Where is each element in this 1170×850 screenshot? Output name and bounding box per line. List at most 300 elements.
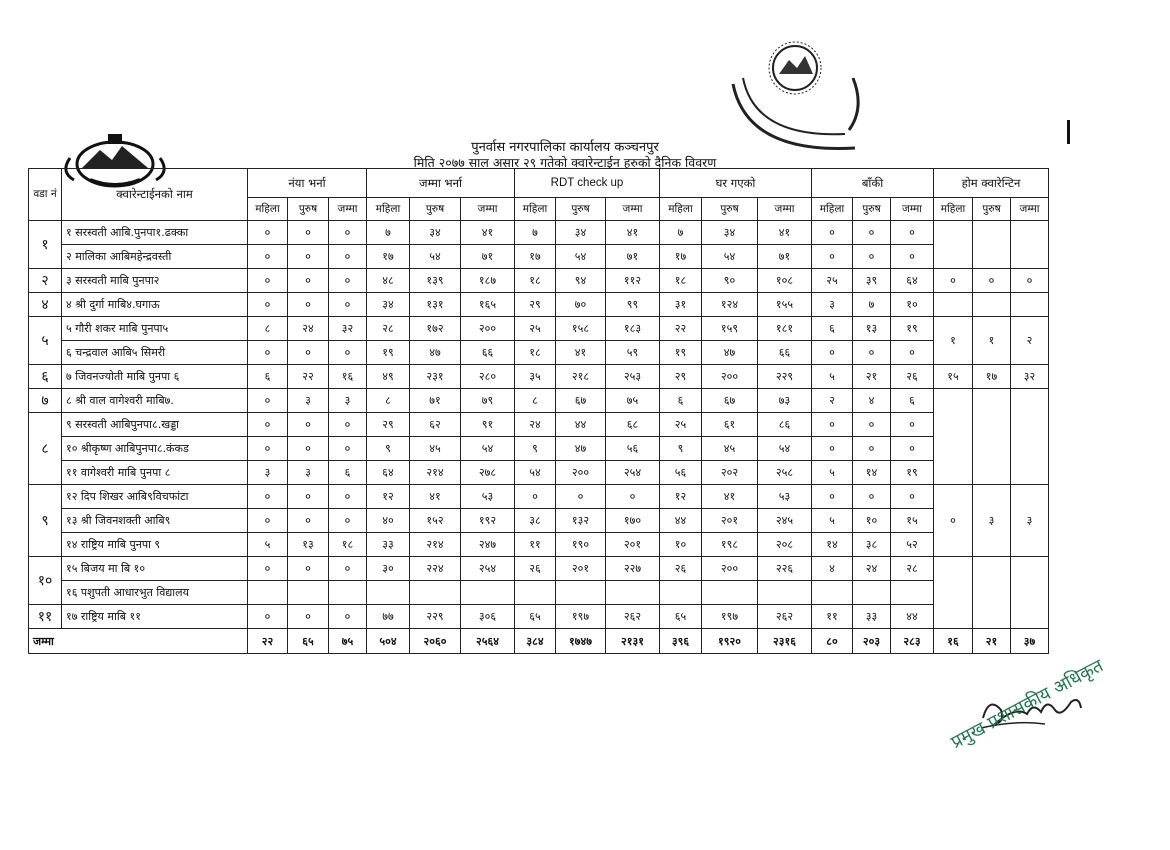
sub-header: महिला — [248, 198, 288, 221]
home-quarantine-cell: १७ — [973, 365, 1011, 389]
cell-value: ९ — [660, 437, 702, 461]
cell-value: २०८ — [758, 533, 812, 557]
cell-value: १३२ — [556, 509, 606, 533]
cell-value: १२४ — [702, 293, 758, 317]
ward-number: ९ — [29, 485, 62, 557]
cell-value: २९ — [367, 413, 410, 437]
home-quarantine-cell — [973, 389, 1011, 485]
cell-value: ५९ — [606, 341, 660, 365]
cell-value: २९ — [660, 365, 702, 389]
total-home-value: २१ — [973, 629, 1011, 654]
cell-value: ४४ — [556, 413, 606, 437]
total-value: ६५ — [288, 629, 329, 654]
home-quarantine-cell: २ — [1011, 317, 1049, 365]
sub-header: पुरुष — [702, 198, 758, 221]
cell-value: २२४ — [410, 557, 461, 581]
cell-value: ६ — [891, 389, 934, 413]
cell-value: २६२ — [758, 605, 812, 629]
cell-value: ३ — [329, 389, 367, 413]
cell-value: ५६ — [660, 461, 702, 485]
total-home-value: ३७ — [1011, 629, 1049, 654]
cell-value: ९ — [367, 437, 410, 461]
table-row — [29, 365, 1049, 389]
sub-header: पुरुष — [288, 198, 329, 221]
cell-value: २६ — [515, 557, 556, 581]
cell-value: ० — [891, 413, 934, 437]
cell-value: १८ — [515, 341, 556, 365]
home-quarantine-cell: ० — [973, 269, 1011, 293]
sub-header: जम्मा — [461, 198, 515, 221]
cell-value: ४४ — [891, 605, 934, 629]
cell-value: १९ — [660, 341, 702, 365]
cell-value: २५ — [812, 269, 853, 293]
cell-value: १७ — [367, 245, 410, 269]
cell-value: ४५ — [702, 437, 758, 461]
home-quarantine-cell: ३ — [1011, 485, 1049, 557]
cell-value: ४७ — [702, 341, 758, 365]
cell-value: ९० — [702, 269, 758, 293]
cell-value — [853, 581, 891, 605]
cell-value: ५ — [812, 461, 853, 485]
cell-value: ९ — [515, 437, 556, 461]
cell-value: १२ — [660, 485, 702, 509]
sub-header: पुरुष — [556, 198, 606, 221]
total-value: २२ — [248, 629, 288, 654]
cell-value: २५४ — [461, 557, 515, 581]
cell-value: ६ — [329, 461, 367, 485]
group-header-total-admitted: जम्मा भर्ना — [367, 169, 515, 198]
cell-value: ० — [329, 245, 367, 269]
cell-value: ० — [288, 269, 329, 293]
cell-value: ७० — [556, 293, 606, 317]
cell-value: २४५ — [758, 509, 812, 533]
quarantine-name: ४ श्री दुर्गा माबि४.घगाऊ — [62, 293, 248, 317]
cell-value: ० — [329, 485, 367, 509]
cell-value: ० — [606, 485, 660, 509]
total-value: ३८४ — [515, 629, 556, 654]
cell-value: ३३ — [853, 605, 891, 629]
cell-value: ० — [853, 413, 891, 437]
quarantine-name: ३ सरस्वती माबि पुनपा२ — [62, 269, 248, 293]
table-row — [29, 389, 1049, 413]
total-home-value: १६ — [934, 629, 973, 654]
cell-value: २२९ — [410, 605, 461, 629]
cell-value — [288, 581, 329, 605]
cell-value: ३८ — [515, 509, 556, 533]
table-row — [29, 437, 1049, 461]
table-row — [29, 581, 1049, 605]
cell-value: २ — [812, 389, 853, 413]
cell-value: १५ — [891, 509, 934, 533]
cell-value: ५ — [812, 365, 853, 389]
cell-value: १३९ — [410, 269, 461, 293]
quarantine-name: १५ बिजय मा बि १० — [62, 557, 248, 581]
total-value: ५०४ — [367, 629, 410, 654]
ward-number: ४ — [29, 293, 62, 317]
table-row — [29, 413, 1049, 437]
table-row — [29, 557, 1049, 581]
home-quarantine-cell: १५ — [934, 365, 973, 389]
cell-value: ० — [248, 605, 288, 629]
cell-value: ० — [891, 485, 934, 509]
cell-value — [515, 581, 556, 605]
cell-value: ० — [329, 413, 367, 437]
cell-value: ४४ — [660, 509, 702, 533]
cell-value: ० — [288, 557, 329, 581]
ward-number: ५ — [29, 317, 62, 365]
cell-value: ७१ — [758, 245, 812, 269]
quarantine-name: ५ गौरी शकर माबि पुनपा५ — [62, 317, 248, 341]
total-value: ८० — [812, 629, 853, 654]
cell-value: १४ — [812, 533, 853, 557]
total-row — [29, 629, 1049, 654]
cell-value: ९१ — [461, 413, 515, 437]
cell-value: २२ — [288, 365, 329, 389]
cell-value: ० — [515, 485, 556, 509]
cell-value: २५८ — [758, 461, 812, 485]
cell-value: ० — [248, 293, 288, 317]
cell-value: ० — [853, 221, 891, 245]
home-quarantine-cell: १ — [934, 317, 973, 365]
cell-value: २८ — [367, 317, 410, 341]
total-value: २३१६ — [758, 629, 812, 654]
cell-value: १८३ — [606, 317, 660, 341]
cell-value: १७२ — [410, 317, 461, 341]
cell-value: ० — [248, 245, 288, 269]
cell-value: ४८ — [367, 269, 410, 293]
cell-value: २६ — [660, 557, 702, 581]
cell-value: ४१ — [461, 221, 515, 245]
cell-value: ४ — [853, 389, 891, 413]
cell-value: १० — [853, 509, 891, 533]
cell-value: ० — [248, 341, 288, 365]
group-header-home-quarantine: होम क्वारेन्टिन — [934, 169, 1049, 198]
cell-value: २२७ — [606, 557, 660, 581]
home-quarantine-cell — [973, 557, 1011, 629]
cell-value: ० — [248, 437, 288, 461]
quarantine-name: ६ चन्द्रवाल आबि५ सिमरी — [62, 341, 248, 365]
cell-value: ० — [329, 605, 367, 629]
cell-value: ० — [248, 389, 288, 413]
office-title: पुनर्वास नगरपालिका कार्यालय कञ्चनपुर — [471, 140, 659, 155]
cell-value: २२६ — [758, 557, 812, 581]
cell-value: २०० — [702, 557, 758, 581]
cell-value: ० — [812, 245, 853, 269]
cell-value: ८ — [515, 389, 556, 413]
cell-value: ७१ — [461, 245, 515, 269]
cell-value: १० — [660, 533, 702, 557]
ward-number: १० — [29, 557, 62, 605]
home-quarantine-cell — [934, 557, 973, 629]
table-row — [29, 293, 1049, 317]
cell-value: ७ — [853, 293, 891, 317]
cell-value: २१८ — [556, 365, 606, 389]
table-row — [29, 485, 1049, 509]
total-value: २१३१ — [606, 629, 660, 654]
sub-header: जम्मा — [891, 198, 934, 221]
home-quarantine-cell: ० — [934, 485, 973, 557]
cell-value: ७७ — [367, 605, 410, 629]
table-row — [29, 245, 1049, 269]
cell-value: २०० — [702, 365, 758, 389]
cell-value: ० — [329, 557, 367, 581]
home-quarantine-cell — [1011, 389, 1049, 485]
quarantine-name: १३ श्री जिवनशक्ती आबि९ — [62, 509, 248, 533]
cell-value — [248, 581, 288, 605]
quarantine-name: १२ दिप शिखर आबि९विचफांटा — [62, 485, 248, 509]
cell-value: ० — [288, 485, 329, 509]
home-quarantine-cell — [1011, 293, 1049, 317]
sub-header: महिला — [660, 198, 702, 221]
sub-header: महिला — [934, 198, 973, 221]
cell-value: ० — [853, 437, 891, 461]
cell-value: ३४ — [556, 221, 606, 245]
cell-value: १५९ — [702, 317, 758, 341]
cell-value: ६४ — [891, 269, 934, 293]
total-value: २०३ — [853, 629, 891, 654]
cell-value: ९९ — [606, 293, 660, 317]
cell-value: ४ — [812, 557, 853, 581]
cell-value: २०२ — [702, 461, 758, 485]
cell-value: १३ — [853, 317, 891, 341]
cell-value: ७ — [660, 221, 702, 245]
cell-value: २२ — [660, 317, 702, 341]
quarantine-name: १६ पशुपती आधारभुत विद्यालय — [62, 581, 248, 605]
cell-value: ७ — [367, 221, 410, 245]
sub-header: महिला — [812, 198, 853, 221]
group-header-gone-home: घर गएको — [660, 169, 812, 198]
cell-value: ० — [288, 293, 329, 317]
table-row — [29, 341, 1049, 365]
cell-value: २९ — [515, 293, 556, 317]
table-row — [29, 221, 1049, 245]
cell-value — [702, 581, 758, 605]
cell-value: ० — [248, 509, 288, 533]
table-row — [29, 605, 1049, 629]
cell-value: २५३ — [606, 365, 660, 389]
home-quarantine-cell: ३ — [973, 485, 1011, 557]
cell-value: ५४ — [556, 245, 606, 269]
cell-value: ६ — [248, 365, 288, 389]
cell-value: १६ — [329, 365, 367, 389]
home-quarantine-cell: ० — [1011, 269, 1049, 293]
cell-value: ४१ — [758, 221, 812, 245]
cell-value: २५४ — [606, 461, 660, 485]
ward-header: वडा नं — [29, 169, 62, 221]
cell-value — [556, 581, 606, 605]
cell-value: ३३ — [367, 533, 410, 557]
cell-value: ६७ — [556, 389, 606, 413]
quarantine-name: १७ राष्ट्रिय माबि ११ — [62, 605, 248, 629]
cell-value: ३४ — [702, 221, 758, 245]
cell-value — [410, 581, 461, 605]
cell-value: ५६ — [606, 437, 660, 461]
sub-header: जम्मा — [606, 198, 660, 221]
cell-value: ० — [556, 485, 606, 509]
cell-value: १९ — [891, 461, 934, 485]
cell-value: २०१ — [606, 533, 660, 557]
cell-value: ६४ — [367, 461, 410, 485]
margin-mark — [1067, 120, 1070, 144]
cell-value: ६ — [812, 317, 853, 341]
cell-value: ८६ — [758, 413, 812, 437]
cell-value: ७५ — [606, 389, 660, 413]
quarantine-name: १० श्रीकृष्ण आबिपुनपा८.कंकड — [62, 437, 248, 461]
cell-value: ५३ — [461, 485, 515, 509]
cell-value: ० — [891, 341, 934, 365]
cell-value: ३ — [288, 389, 329, 413]
home-quarantine-cell: ३२ — [1011, 365, 1049, 389]
cell-value: १९७ — [702, 605, 758, 629]
cell-value: ० — [891, 245, 934, 269]
cell-value: ३९ — [853, 269, 891, 293]
table-row — [29, 317, 1049, 341]
cell-value: १९ — [367, 341, 410, 365]
cell-value: ० — [248, 413, 288, 437]
total-value: १७४७ — [556, 629, 606, 654]
home-quarantine-cell: १ — [973, 317, 1011, 365]
ward-number: ६ — [29, 365, 62, 389]
cell-value: ० — [329, 221, 367, 245]
cell-value: ५४ — [461, 437, 515, 461]
cell-value: १७ — [660, 245, 702, 269]
ward-number: २ — [29, 269, 62, 293]
cell-value: ४१ — [556, 341, 606, 365]
group-header-new: नंया भर्ना — [248, 169, 367, 198]
cell-value — [461, 581, 515, 605]
cell-value: ३८ — [853, 533, 891, 557]
cell-value: ३ — [288, 461, 329, 485]
cell-value: १८ — [329, 533, 367, 557]
cell-value: ० — [812, 341, 853, 365]
cell-value: १० — [891, 293, 934, 317]
cell-value: ६ — [660, 389, 702, 413]
cell-value: ० — [288, 509, 329, 533]
group-header-remaining: बाँकी — [812, 169, 934, 198]
ward-number: ८ — [29, 413, 62, 485]
cell-value: ० — [288, 221, 329, 245]
total-value: २०६० — [410, 629, 461, 654]
cell-value: ३५ — [515, 365, 556, 389]
home-quarantine-cell — [934, 389, 973, 485]
cell-value: ५ — [248, 533, 288, 557]
cell-value: ७१ — [410, 389, 461, 413]
cell-value: ८ — [367, 389, 410, 413]
cell-value: ० — [288, 341, 329, 365]
cell-value: २८ — [891, 557, 934, 581]
cell-value: १७० — [606, 509, 660, 533]
cell-value: ० — [288, 413, 329, 437]
cell-value: ५४ — [515, 461, 556, 485]
cell-value: ० — [812, 485, 853, 509]
cell-value: १९ — [891, 317, 934, 341]
cell-value: ६६ — [758, 341, 812, 365]
sub-header: जम्मा — [758, 198, 812, 221]
cell-value — [812, 581, 853, 605]
quarantine-name: १४ राष्ट्रिय माबि पुनपा ९ — [62, 533, 248, 557]
cell-value: १५५ — [758, 293, 812, 317]
table-row — [29, 461, 1049, 485]
cell-value: १३ — [288, 533, 329, 557]
table-row — [29, 509, 1049, 533]
cell-value: ५३ — [758, 485, 812, 509]
cell-value: ० — [329, 437, 367, 461]
cell-value: २१४ — [410, 533, 461, 557]
total-value: ३९६ — [660, 629, 702, 654]
cell-value: ६२ — [410, 413, 461, 437]
total-value: २८३ — [891, 629, 934, 654]
cell-value: ० — [329, 341, 367, 365]
cell-value: ० — [329, 269, 367, 293]
cell-value: ० — [329, 509, 367, 533]
cell-value: १३१ — [410, 293, 461, 317]
cell-value: १५२ — [410, 509, 461, 533]
cell-value: ० — [288, 245, 329, 269]
cell-value: १२ — [367, 485, 410, 509]
cell-value: ११२ — [606, 269, 660, 293]
home-quarantine-cell — [1011, 557, 1049, 629]
table-row — [29, 533, 1049, 557]
cell-value: २०० — [556, 461, 606, 485]
cell-value: १६५ — [461, 293, 515, 317]
cell-value: ६५ — [660, 605, 702, 629]
quarantine-name: ७ जिवनज्योती माबि पुनपा ६ — [62, 365, 248, 389]
cell-value: ० — [248, 557, 288, 581]
cell-value: ११ — [812, 605, 853, 629]
total-value: १९२० — [702, 629, 758, 654]
sub-header: जम्मा — [1011, 198, 1049, 221]
cell-value: ३ — [812, 293, 853, 317]
cell-value: ४७ — [556, 437, 606, 461]
cell-value: ४१ — [702, 485, 758, 509]
quarantine-name: ११ वागेश्वरी माबि पुनपा ८ — [62, 461, 248, 485]
cell-value: ३०६ — [461, 605, 515, 629]
cell-value: ० — [891, 221, 934, 245]
cell-value: ० — [853, 485, 891, 509]
cell-value: ० — [288, 437, 329, 461]
sub-header: पुरुष — [410, 198, 461, 221]
cell-value: ० — [248, 269, 288, 293]
cell-value: ११ — [515, 533, 556, 557]
cell-value: २१४ — [410, 461, 461, 485]
cell-value: १९७ — [556, 605, 606, 629]
cell-value: २०० — [461, 317, 515, 341]
cell-value: ७ — [515, 221, 556, 245]
cell-value: ० — [248, 485, 288, 509]
ward-number: १ — [29, 221, 62, 269]
cell-value: १९० — [556, 533, 606, 557]
cell-value — [606, 581, 660, 605]
cell-value: ६५ — [515, 605, 556, 629]
cell-value: २८० — [461, 365, 515, 389]
sub-header: जम्मा — [329, 198, 367, 221]
cell-value — [758, 581, 812, 605]
cell-value: ४१ — [606, 221, 660, 245]
cell-value: ० — [891, 437, 934, 461]
sub-header: महिला — [367, 198, 410, 221]
cell-value: २०१ — [702, 509, 758, 533]
cell-value: २७८ — [461, 461, 515, 485]
cell-value: १८ — [515, 269, 556, 293]
cell-value: २०१ — [556, 557, 606, 581]
cell-value — [367, 581, 410, 605]
report-subtitle: मिति २०७७ साल असार २९ गतेको क्वारेन्टाईन हरुको दैनिक विवरण — [413, 155, 717, 170]
cell-value: ० — [812, 413, 853, 437]
cell-value: ० — [248, 221, 288, 245]
home-quarantine-cell — [934, 293, 973, 317]
name-header: क्वारेन्टाईनको नाम — [62, 169, 248, 221]
home-quarantine-cell — [934, 221, 973, 269]
